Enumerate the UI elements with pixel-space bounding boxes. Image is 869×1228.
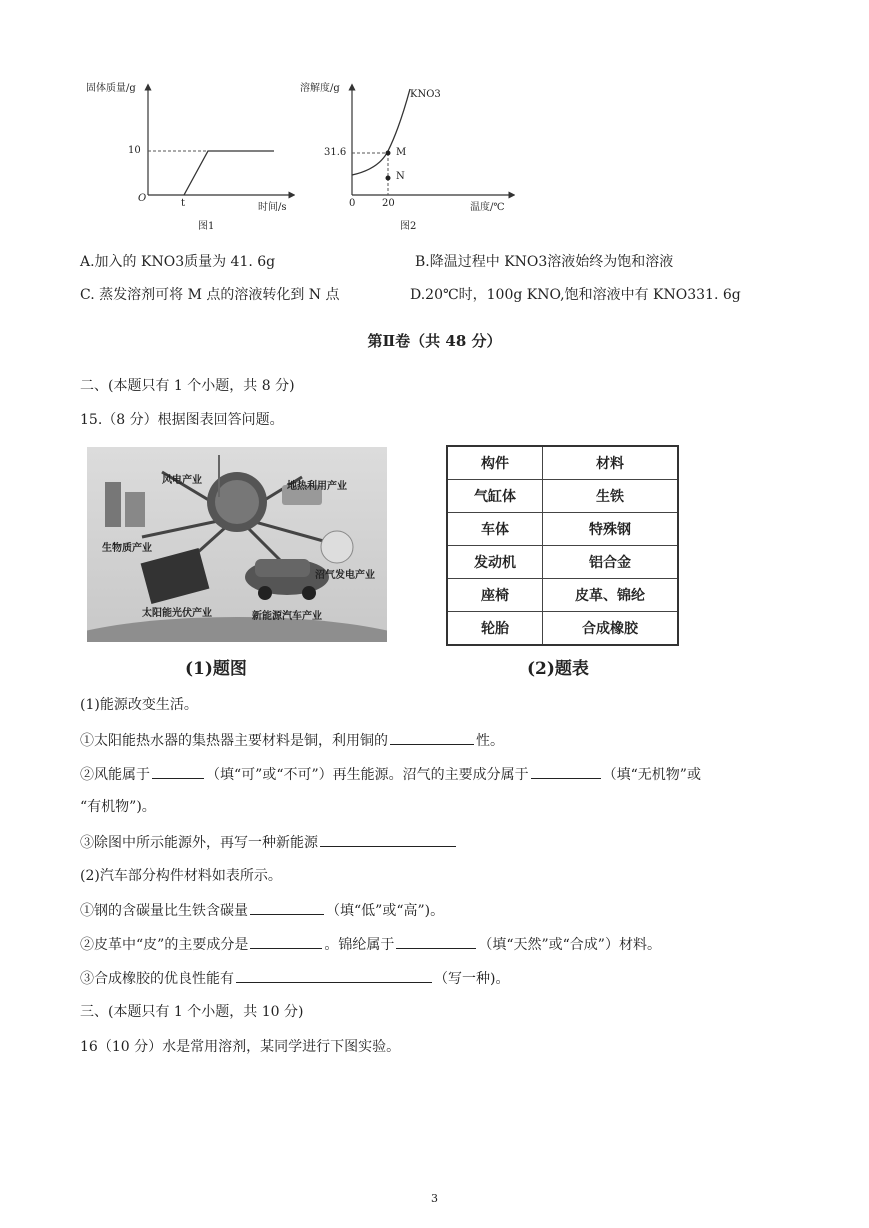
q15-s2-continued: “有机物”)。 bbox=[80, 799, 156, 815]
point-n-dot bbox=[386, 176, 391, 181]
table-row bbox=[447, 513, 678, 546]
option-a: A.加入的 KNO3质量为 41. 6g bbox=[80, 254, 276, 270]
table-cell: 座椅 bbox=[447, 579, 543, 612]
figure-2-point-m: M bbox=[396, 147, 407, 158]
table-header-material: 材料 bbox=[543, 446, 679, 480]
table-caption: (2)题表 bbox=[527, 659, 589, 679]
part-2-heading: 二、(本题只有 1 个小题，共 8 分) bbox=[80, 378, 295, 394]
table-row bbox=[447, 579, 678, 612]
q15-part-1: (1)能源改变生活。 bbox=[80, 697, 198, 713]
kno3-curve bbox=[352, 89, 410, 175]
table-cell: 皮革、锦纶 bbox=[543, 579, 679, 612]
figure-2-tick-x0: 0 bbox=[349, 198, 356, 209]
table-row bbox=[447, 612, 678, 646]
table-header-part: 构件 bbox=[447, 446, 543, 480]
figure-1-x-label: 时间/s bbox=[258, 202, 287, 213]
label-biomass: 生物质产业 bbox=[102, 543, 152, 554]
label-solar: 太阳能光伏产业 bbox=[142, 608, 212, 619]
q15-t3-pre: ③合成橡胶的优良性能有 bbox=[80, 971, 234, 987]
figure-2-point-n: N bbox=[396, 171, 405, 182]
figure-2-caption: 图2 bbox=[400, 221, 417, 232]
label-geothermal: 地热利用产业 bbox=[287, 481, 347, 492]
q15-t2-post: （填“天然”或“合成”）材料。 bbox=[478, 937, 661, 953]
table-cell: 特殊钢 bbox=[543, 513, 679, 546]
q15-s3-pre: ③除图中所示能源外，再写一种新能源 bbox=[80, 835, 318, 851]
table-cell: 气缸体 bbox=[447, 480, 543, 513]
table-cell: 生铁 bbox=[543, 480, 679, 513]
option-b: B.降温过程中 KNO3溶液始终为饱和溶液 bbox=[415, 254, 674, 270]
figure-2-tick-x1: 20 bbox=[382, 198, 395, 209]
figure-1-origin: O bbox=[138, 193, 147, 204]
q16-title: 16（10 分）水是常用溶剂，某同学进行下图实验。 bbox=[80, 1039, 401, 1055]
answer-blank-1[interactable] bbox=[390, 730, 474, 745]
figure-2-x-label: 温度/℃ bbox=[470, 202, 505, 213]
q15-t3 bbox=[80, 968, 509, 989]
answer-blank-4[interactable] bbox=[320, 832, 456, 847]
answer-blank-6[interactable] bbox=[250, 934, 322, 949]
label-wind: 风电产业 bbox=[162, 475, 202, 486]
figure-1-tick-x: t bbox=[181, 198, 186, 209]
page-number: 3 bbox=[431, 1192, 438, 1205]
q15-s3 bbox=[80, 832, 458, 853]
q15-t3-post: （写一种)。 bbox=[434, 971, 510, 987]
answer-blank-3[interactable] bbox=[531, 764, 601, 779]
image-1-caption: (1)题图 bbox=[185, 659, 247, 679]
table-header-row bbox=[447, 446, 678, 480]
q15-s2-pre: ②风能属于 bbox=[80, 767, 150, 783]
part-3-heading: 三、(本题只有 1 个小题，共 10 分) bbox=[80, 1004, 304, 1020]
table-row bbox=[447, 480, 678, 513]
q15-t2-mid: 。锦纶属于 bbox=[324, 937, 395, 953]
q15-s1-pre: ①太阳能热水器的集热器主要材料是铜，利用铜的 bbox=[80, 733, 388, 749]
table-cell: 发动机 bbox=[447, 546, 543, 579]
q15-t2 bbox=[80, 934, 661, 955]
q15-t2-pre: ②皮革中“皮”的主要成分是 bbox=[80, 937, 249, 953]
figure-1-tick-y: 10 bbox=[128, 145, 141, 156]
q15-title: 15.（8 分）根据图表回答问题。 bbox=[80, 412, 284, 428]
figure-2-curve-label: KNO3 bbox=[410, 89, 441, 100]
table-cell: 铝合金 bbox=[543, 546, 679, 579]
materials-table bbox=[446, 445, 679, 646]
q15-s1-post: 性。 bbox=[476, 733, 504, 749]
figure-2-tick-y: 31.6 bbox=[324, 147, 347, 158]
table-cell: 车体 bbox=[447, 513, 543, 546]
label-ev: 新能源汽车产业 bbox=[252, 611, 322, 622]
answer-blank-7[interactable] bbox=[396, 934, 476, 949]
figure-2-y-label: 溶解度/g bbox=[300, 83, 340, 94]
figure-1 bbox=[80, 75, 295, 230]
q15-t1-pre: ①钢的含碳量比生铁含碳量 bbox=[80, 903, 248, 919]
q15-s2 bbox=[80, 764, 701, 785]
materials-table-wrap bbox=[446, 445, 679, 646]
q15-s2-mid: （填“可”或“不可”）再生能源。沼气的主要成分属于 bbox=[206, 767, 529, 783]
q15-t1-post: （填“低”或“高”)。 bbox=[326, 903, 445, 919]
point-m-dot bbox=[386, 151, 391, 156]
table-row bbox=[447, 546, 678, 579]
answer-blank-8[interactable] bbox=[236, 968, 432, 983]
q15-part-2: (2)汽车部分构件材料如表所示。 bbox=[80, 868, 282, 884]
label-biogas: 沼气发电产业 bbox=[315, 570, 375, 581]
answer-blank-2[interactable] bbox=[152, 764, 204, 779]
q15-s2-post: （填“无机物”或 bbox=[602, 767, 701, 783]
energy-industry-image bbox=[87, 447, 387, 642]
figure-1-y-label: 固体质量/g bbox=[86, 83, 136, 94]
option-c: C. 蒸发溶剂可将 M 点的溶液转化到 N 点 bbox=[80, 287, 340, 303]
q15-s1 bbox=[80, 730, 504, 751]
option-d: D.20℃时，100g KNO,饱和溶液中有 KNO331. 6g bbox=[410, 287, 741, 303]
table-cell: 轮胎 bbox=[447, 612, 543, 646]
figure-1-caption: 图1 bbox=[198, 221, 215, 232]
section-title: 第Ⅱ卷（共 48 分） bbox=[367, 332, 502, 350]
q15-t1 bbox=[80, 900, 444, 921]
figure-2 bbox=[300, 75, 515, 230]
answer-blank-5[interactable] bbox=[250, 900, 324, 915]
table-cell: 合成橡胶 bbox=[543, 612, 679, 646]
figure-1-line bbox=[184, 151, 274, 195]
